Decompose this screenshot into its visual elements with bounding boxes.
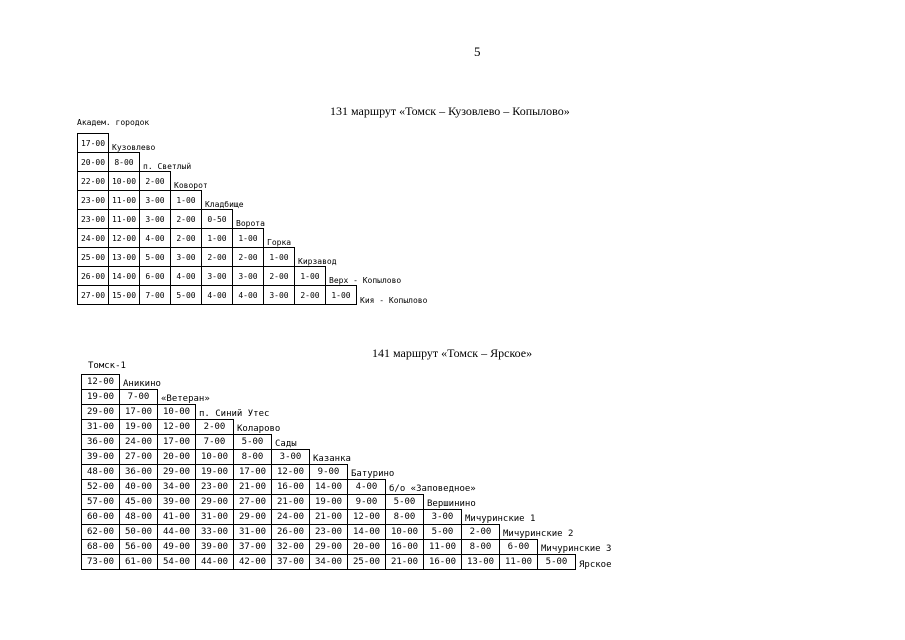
fare-cell: 4-00 xyxy=(171,267,202,286)
fare-cell: 6-00 xyxy=(500,540,538,555)
fare-cell: 2-00 xyxy=(264,267,295,286)
stop-label: Вершинино xyxy=(427,499,476,509)
fare-cell: 31-00 xyxy=(196,510,234,525)
fare-cell: 19-00 xyxy=(120,420,158,435)
table-row xyxy=(82,555,612,570)
fare-cell: 17-00 xyxy=(78,134,109,153)
column-sizer xyxy=(140,305,171,306)
fare-cell: 3-00 xyxy=(424,510,462,525)
fare-cell: 3-00 xyxy=(264,286,295,305)
fare-cell: 10-00 xyxy=(158,405,196,420)
fare-cell: 24-00 xyxy=(272,510,310,525)
fare-cell: 2-00 xyxy=(196,420,234,435)
fare-cell: 5-00 xyxy=(140,248,171,267)
fare-cell: 12-00 xyxy=(158,420,196,435)
fare-cell: 3-00 xyxy=(140,210,171,229)
stop-label: б/о «Заповедное» xyxy=(389,484,476,494)
fare-cell: 49-00 xyxy=(158,540,196,555)
fare-cell: 57-00 xyxy=(82,495,120,510)
fare-cell: 4-00 xyxy=(348,480,386,495)
table-row xyxy=(82,420,612,435)
table-row xyxy=(78,229,428,248)
fare-cell: 11-00 xyxy=(109,210,140,229)
table-row xyxy=(82,495,612,510)
table-row xyxy=(82,480,612,495)
column-sizer xyxy=(109,305,140,306)
fare-cell: 2-00 xyxy=(171,210,202,229)
route-141-origin: Томск-1 xyxy=(88,361,126,371)
fare-cell: 2-00 xyxy=(171,229,202,248)
fare-cell: 12-00 xyxy=(272,465,310,480)
column-sizer xyxy=(158,570,196,571)
fare-cell: 23-00 xyxy=(78,191,109,210)
stop-label: Кузовлево xyxy=(112,143,156,152)
column-sizer xyxy=(295,305,326,306)
fare-cell: 3-00 xyxy=(171,248,202,267)
route-131-title: 131 маршрут «Томск – Кузовлево – Копылово» xyxy=(330,104,570,118)
fare-cell: 36-00 xyxy=(120,465,158,480)
fare-cell: 29-00 xyxy=(158,465,196,480)
fare-cell: 7-00 xyxy=(196,435,234,450)
fare-cell: 24-00 xyxy=(120,435,158,450)
column-sizer xyxy=(233,305,264,306)
stop-label: Коворот xyxy=(174,181,208,190)
stop-label: «Ветеран» xyxy=(161,394,210,404)
fare-cell: 31-00 xyxy=(82,420,120,435)
stop-label: Коларово xyxy=(237,424,281,434)
fare-cell: 8-00 xyxy=(462,540,500,555)
page-number: 5 xyxy=(474,44,481,59)
fare-cell: 25-00 xyxy=(78,248,109,267)
fare-cell: 44-00 xyxy=(158,525,196,540)
fare-cell: 24-00 xyxy=(78,229,109,248)
fare-cell: 5-00 xyxy=(171,286,202,305)
fare-cell: 1-00 xyxy=(295,267,326,286)
fare-cell: 17-00 xyxy=(234,465,272,480)
column-sizer xyxy=(171,305,202,306)
fare-cell: 27-00 xyxy=(120,450,158,465)
fare-cell: 23-00 xyxy=(78,210,109,229)
column-sizer xyxy=(326,305,357,306)
fare-cell: 29-00 xyxy=(82,405,120,420)
fare-cell: 2-00 xyxy=(462,525,500,540)
table-row xyxy=(82,435,612,450)
fare-cell: 2-00 xyxy=(202,248,233,267)
fare-cell: 20-00 xyxy=(348,540,386,555)
fare-cell: 52-00 xyxy=(82,480,120,495)
fare-cell: 20-00 xyxy=(158,450,196,465)
column-sizer xyxy=(348,570,386,571)
fare-cell: 61-00 xyxy=(120,555,158,570)
fare-cell: 21-00 xyxy=(310,510,348,525)
column-sizer xyxy=(78,305,109,306)
table-row xyxy=(82,510,612,525)
stop-label: п. Светлый xyxy=(143,162,192,171)
table-row xyxy=(78,191,428,210)
column-sizer xyxy=(310,570,348,571)
fare-cell: 7-00 xyxy=(120,390,158,405)
table-row xyxy=(78,153,428,172)
stop-label: Казанка xyxy=(313,454,351,464)
table-row xyxy=(78,172,428,191)
stop-label: Батурино xyxy=(351,469,395,479)
route-141-fare-table xyxy=(81,374,612,570)
column-sizer xyxy=(462,570,500,571)
column-sizer xyxy=(500,570,538,571)
table-row xyxy=(82,540,612,555)
table-row xyxy=(82,465,612,480)
fare-cell: 19-00 xyxy=(82,390,120,405)
fare-cell: 39-00 xyxy=(82,450,120,465)
stop-label: Ворота xyxy=(236,219,265,228)
fare-cell: 68-00 xyxy=(82,540,120,555)
stop-label: Мичуринские 1 xyxy=(465,514,536,524)
route-141-title: 141 маршрут «Томск – Ярское» xyxy=(372,346,533,360)
column-sizer xyxy=(196,570,234,571)
fare-cell: 36-00 xyxy=(82,435,120,450)
stop-label: Ярское xyxy=(579,559,612,570)
table-row xyxy=(82,525,612,540)
fare-cell: 13-00 xyxy=(462,555,500,570)
fare-cell: 15-00 xyxy=(109,286,140,305)
fare-cell: 60-00 xyxy=(82,510,120,525)
fare-cell: 39-00 xyxy=(158,495,196,510)
stop-label: Мичуринские 3 xyxy=(541,544,612,554)
stop-label: Аникино xyxy=(123,379,161,389)
fare-cell: 29-00 xyxy=(234,510,272,525)
fare-cell: 26-00 xyxy=(78,267,109,286)
fare-cell: 41-00 xyxy=(158,510,196,525)
fare-cell: 6-00 xyxy=(140,267,171,286)
fare-cell: 5-00 xyxy=(538,555,576,570)
fare-cell: 42-00 xyxy=(234,555,272,570)
fare-cell: 29-00 xyxy=(196,495,234,510)
fare-cell: 8-00 xyxy=(234,450,272,465)
fare-cell: 34-00 xyxy=(158,480,196,495)
fare-cell: 1-00 xyxy=(264,248,295,267)
fare-cell: 11-00 xyxy=(500,555,538,570)
table-row xyxy=(78,134,428,153)
fare-cell: 21-00 xyxy=(272,495,310,510)
fare-cell: 21-00 xyxy=(234,480,272,495)
fare-cell: 7-00 xyxy=(140,286,171,305)
fare-cell: 11-00 xyxy=(424,540,462,555)
fare-cell: 45-00 xyxy=(120,495,158,510)
route-131-fare-table xyxy=(77,133,427,305)
fare-cell: 62-00 xyxy=(82,525,120,540)
fare-cell: 14-00 xyxy=(310,480,348,495)
fare-cell: 48-00 xyxy=(82,465,120,480)
fare-cell: 1-00 xyxy=(233,229,264,248)
table-row xyxy=(82,375,612,390)
fare-cell: 1-00 xyxy=(326,286,357,305)
table-row xyxy=(82,450,612,465)
stop-label: Горка xyxy=(267,238,292,247)
fare-cell: 12-00 xyxy=(348,510,386,525)
fare-cell: 5-00 xyxy=(386,495,424,510)
fare-cell: 19-00 xyxy=(196,465,234,480)
fare-cell: 13-00 xyxy=(109,248,140,267)
fare-cell: 39-00 xyxy=(196,540,234,555)
fare-cell: 22-00 xyxy=(78,172,109,191)
fare-cell: 11-00 xyxy=(109,191,140,210)
fare-cell: 3-00 xyxy=(233,267,264,286)
fare-cell: 3-00 xyxy=(202,267,233,286)
fare-cell: 12-00 xyxy=(82,375,120,390)
table-row xyxy=(82,405,612,420)
fare-cell: 1-00 xyxy=(171,191,202,210)
fare-cell: 2-00 xyxy=(140,172,171,191)
fare-cell: 20-00 xyxy=(78,153,109,172)
fare-cell: 10-00 xyxy=(386,525,424,540)
column-sizer xyxy=(386,570,424,571)
fare-cell: 17-00 xyxy=(158,435,196,450)
stop-label: Кладбище xyxy=(205,200,244,209)
stop-label: п. Синий Утес xyxy=(199,409,270,419)
stop-label: Кия - Копылово xyxy=(360,295,428,305)
fare-cell: 44-00 xyxy=(196,555,234,570)
fare-cell: 10-00 xyxy=(196,450,234,465)
fare-cell: 32-00 xyxy=(272,540,310,555)
fare-cell: 4-00 xyxy=(140,229,171,248)
fare-cell: 17-00 xyxy=(120,405,158,420)
fare-cell: 34-00 xyxy=(310,555,348,570)
column-sizer xyxy=(234,570,272,571)
column-sizer xyxy=(82,570,120,571)
fare-cell: 25-00 xyxy=(348,555,386,570)
fare-cell: 16-00 xyxy=(424,555,462,570)
column-sizer-row xyxy=(78,305,428,306)
fare-cell: 56-00 xyxy=(120,540,158,555)
table-row xyxy=(78,267,428,286)
fare-cell: 5-00 xyxy=(424,525,462,540)
fare-cell: 16-00 xyxy=(386,540,424,555)
stop-label: Сады xyxy=(275,439,297,449)
fare-cell: 21-00 xyxy=(386,555,424,570)
column-sizer xyxy=(272,570,310,571)
fare-cell: 16-00 xyxy=(272,480,310,495)
fare-cell: 1-00 xyxy=(202,229,233,248)
fare-cell: 23-00 xyxy=(196,480,234,495)
fare-cell: 29-00 xyxy=(310,540,348,555)
fare-cell: 2-00 xyxy=(295,286,326,305)
column-sizer xyxy=(120,570,158,571)
fare-cell: 31-00 xyxy=(234,525,272,540)
fare-cell: 9-00 xyxy=(348,495,386,510)
fare-cell: 27-00 xyxy=(234,495,272,510)
fare-cell: 33-00 xyxy=(196,525,234,540)
fare-cell: 14-00 xyxy=(348,525,386,540)
stop-label: Мичуринские 2 xyxy=(503,529,574,539)
fare-cell: 5-00 xyxy=(234,435,272,450)
stop-label: Верх - Копылово xyxy=(329,276,402,285)
table-row xyxy=(78,286,428,305)
fare-cell: 0-50 xyxy=(202,210,233,229)
fare-cell: 40-00 xyxy=(120,480,158,495)
fare-cell: 2-00 xyxy=(233,248,264,267)
fare-cell: 37-00 xyxy=(272,555,310,570)
fare-cell: 9-00 xyxy=(310,465,348,480)
fare-cell: 4-00 xyxy=(202,286,233,305)
table-row xyxy=(82,390,612,405)
fare-cell: 54-00 xyxy=(158,555,196,570)
column-sizer xyxy=(264,305,295,306)
column-sizer xyxy=(202,305,233,306)
fare-cell: 4-00 xyxy=(233,286,264,305)
fare-cell: 48-00 xyxy=(120,510,158,525)
fare-cell: 27-00 xyxy=(78,286,109,305)
fare-cell: 19-00 xyxy=(310,495,348,510)
table-row xyxy=(78,248,428,267)
fare-cell: 37-00 xyxy=(234,540,272,555)
fare-cell: 3-00 xyxy=(140,191,171,210)
route-131-origin: Академ. городок xyxy=(77,118,150,127)
fare-cell: 14-00 xyxy=(109,267,140,286)
fare-cell: 26-00 xyxy=(272,525,310,540)
fare-cell: 8-00 xyxy=(386,510,424,525)
fare-cell: 23-00 xyxy=(310,525,348,540)
stop-label: Кирзавод xyxy=(298,257,337,266)
column-sizer xyxy=(424,570,462,571)
fare-cell: 10-00 xyxy=(109,172,140,191)
fare-cell: 73-00 xyxy=(82,555,120,570)
column-sizer-row xyxy=(82,570,612,571)
table-row xyxy=(78,210,428,229)
fare-cell: 12-00 xyxy=(109,229,140,248)
column-sizer xyxy=(538,570,576,571)
fare-cell: 8-00 xyxy=(109,153,140,172)
fare-cell: 50-00 xyxy=(120,525,158,540)
fare-cell: 3-00 xyxy=(272,450,310,465)
